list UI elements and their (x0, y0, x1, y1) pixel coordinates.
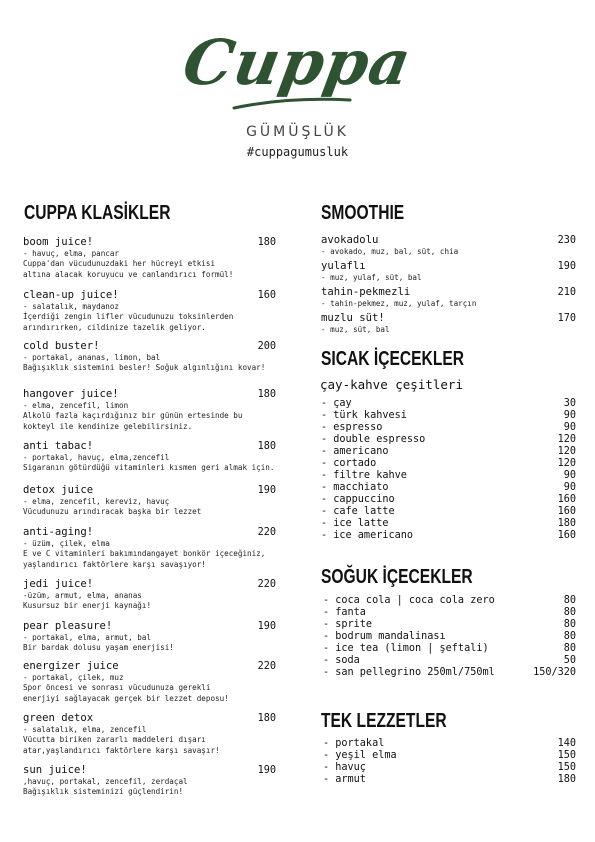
cold-drink-row-name: - fanta (323, 607, 366, 618)
hot-drink-row (321, 458, 576, 470)
section-title-smoothie: SMOOTHIE (321, 202, 405, 224)
menu-item-description: yaşlandırıcı faktörlere karşı savaşıyor! (23, 559, 206, 569)
hot-drink-row-name: - macchiato (321, 482, 389, 493)
smoothie-item-name: yulaflı (321, 260, 366, 272)
hot-drink-row-price: 120 (557, 434, 576, 445)
smoothie-item-ingredients: - tahin-pekmez, muz, yulaf, tarçın (321, 299, 477, 308)
menu-item-header (23, 289, 276, 302)
cold-drink-row (323, 643, 576, 655)
menu-item-name: clean-up juice! (23, 289, 119, 301)
cold-drink-row-price: 50 (563, 655, 576, 666)
menu-item-price: 180 (257, 441, 276, 452)
menu-item-name: energizer juice (23, 660, 119, 672)
single-juice-row-price: 140 (557, 738, 576, 749)
menu-item-ingredients: - üzüm, çilek, elma (23, 539, 110, 548)
hot-drink-row-price: 180 (557, 518, 576, 529)
hot-drink-row-name: - ice latte (321, 518, 389, 529)
menu-item-header (23, 440, 276, 453)
menu-item (23, 764, 276, 798)
smoothie-item (321, 286, 576, 309)
menu-item-price: 180 (257, 389, 276, 400)
menu-item-description: Cuppa'dan vücudunuzdaki her hücreyi etkisi (23, 259, 216, 268)
cold-drink-row (323, 619, 576, 631)
section-title-soguk: SOĞUK İÇECEKLER (321, 566, 473, 588)
menu-item-ingredients: - havuç, elma, pancar (23, 249, 120, 258)
hot-drink-row-name: - filtre kahve (321, 470, 407, 481)
menu-item-price: 180 (257, 237, 276, 248)
menu-item (23, 340, 276, 374)
menu-item-header (23, 620, 276, 633)
hot-drink-row-name: - cafe latte (321, 506, 395, 517)
cold-drink-row-name: - ice tea (limon | şeftali) (323, 643, 489, 654)
hot-drink-row-name: - çay (321, 398, 352, 409)
cold-drink-row (323, 655, 576, 667)
menu-item-description: Vücudunuzu arındıracak başka bir lezzet (23, 507, 202, 516)
hot-drink-row-price: 120 (557, 446, 576, 457)
single-juice-row (323, 774, 576, 786)
single-juice-row-name: - portakal (323, 738, 385, 749)
menu-item-price: 190 (257, 485, 276, 496)
smoothie-item-name: tahin-pekmezli (321, 286, 411, 298)
hot-drink-row (321, 506, 576, 518)
single-juice-row (323, 762, 576, 774)
menu-item-name: sun juice! (23, 764, 87, 776)
hot-drink-row (321, 434, 576, 446)
menu-item-header (23, 526, 276, 539)
hot-drink-row (321, 470, 576, 482)
cold-drink-row (323, 631, 576, 643)
menu-item-name: hangover juice! (23, 388, 119, 400)
hot-drink-row (321, 410, 576, 422)
cold-drink-row-name: - soda (323, 655, 360, 666)
menu-item-ingredients: - elma, zencefil, kereviz, havuç (23, 497, 170, 506)
logo-swash-icon (232, 96, 352, 112)
single-juice-row-price: 150 (557, 762, 576, 773)
cold-drink-row-price: 80 (563, 643, 576, 654)
menu-item-header (23, 712, 276, 725)
menu-item-price: 220 (257, 579, 276, 590)
hot-drink-row (321, 422, 576, 434)
single-juice-row (323, 738, 576, 750)
tek-list (323, 738, 576, 786)
hot-drink-row-name: - cappuccino (321, 494, 395, 505)
menu-item-name: anti tabac! (23, 440, 94, 452)
smoothie-item-ingredients: - avokado, muz, bal, süt, chia (321, 247, 459, 256)
cold-drink-row-price: 150/320 (533, 667, 576, 678)
cold-drink-row (323, 667, 576, 679)
hot-drink-row-name: - türk kahvesi (321, 410, 407, 421)
menu-item-description: İçerdiği zengin lifler vücudunuzu toksinlerden (23, 312, 234, 321)
smoothie-item-header (321, 234, 576, 247)
menu-item-ingredients: - portakal, ananas, limon, bal (23, 353, 161, 362)
menu-item-description: Vücutta biriken zararlı maddeleri dışarı (23, 735, 206, 744)
menu-item-name: detox juice (23, 484, 94, 496)
menu-item-header (23, 484, 276, 497)
smoothie-item-price: 170 (557, 313, 576, 324)
smoothie-item-ingredients: - muz, süt, bal (321, 325, 390, 334)
smoothie-item-price: 230 (557, 235, 576, 246)
hot-drink-row-name: - americano (321, 446, 389, 457)
menu-item-price: 190 (257, 621, 276, 632)
hot-drink-row-name: - cortado (321, 458, 377, 469)
smoothie-item (321, 312, 576, 335)
smoothie-item-header (321, 286, 576, 299)
hot-drink-row-price: 160 (557, 494, 576, 505)
smoothie-item-header (321, 312, 576, 325)
hot-drink-row (321, 446, 576, 458)
hot-drink-row-price: 30 (563, 398, 576, 409)
menu-item (23, 440, 276, 474)
hot-drink-row-price: 90 (563, 410, 576, 421)
cold-drink-row-price: 80 (563, 595, 576, 606)
menu-item-description: Spor öncesi ve sonrası vücudunuza gerekli (23, 683, 211, 692)
menu-item-price: 180 (257, 713, 276, 724)
menu-item-ingredients: - portakal, havuç, elma,zencefil (23, 453, 170, 462)
menu-item-description: Alkolü fazla kaçırdığınız bir günün ertesinde bu (23, 411, 243, 420)
section-title-sicak: SICAK İÇECEKLER (321, 348, 465, 370)
soguk-list (323, 595, 576, 679)
menu-item (23, 620, 276, 654)
menu-item-description: enerjiyi sağlayacak gerçek bir lezzet deposu! (23, 693, 229, 703)
menu-item-name: boom juice! (23, 236, 94, 248)
menu-item-description: Bağışıklık sistemini besler! Soğuk algınlığını kovar! (23, 363, 266, 372)
cold-drink-row-name: - coca cola | coca cola zero (323, 595, 495, 606)
single-juice-row-price: 180 (557, 774, 576, 785)
menu-item-description: arındırırken, cildinize tazelik geliyor. (23, 322, 206, 332)
hot-drink-row-name: - ice americano (321, 530, 414, 541)
section-title-klasikler: CUPPA KLASİKLER (24, 202, 171, 224)
menu-item-header (23, 764, 276, 777)
menu-item-ingredients: -üzüm, armut, elma, ananas (23, 591, 142, 600)
cold-drink-row-price: 80 (563, 619, 576, 630)
menu-item-ingredients: - elma, zencefil, limon (23, 401, 129, 410)
single-juice-row (323, 750, 576, 762)
cold-drink-row-name: - san pellegrino 250ml/750ml (323, 667, 495, 678)
menu-item-description: Kusursuz bir enerji kaynağı! (23, 601, 152, 610)
menu-item-name: pear pleasure! (23, 620, 113, 632)
menu-item-ingredients: - salatalık, elma, zencefil (23, 725, 147, 734)
menu-item-ingredients: - salatalık, maydanoz (23, 302, 120, 311)
single-juice-row-name: - armut (323, 774, 366, 785)
section-title-tek: TEK LEZZETLER (321, 710, 447, 732)
menu-item-description: Bağışıklık sisteminizi güçlendirin! (23, 787, 184, 796)
hot-drink-row-price: 120 (557, 458, 576, 469)
hot-drink-row (321, 482, 576, 494)
menu-item-price: 200 (257, 341, 276, 352)
hot-drink-row-price: 90 (563, 422, 576, 433)
cold-drink-row (323, 607, 576, 619)
cold-drink-row-name: - bodrum mandalinası (323, 631, 446, 642)
sicak-subtitle: çay-kahve çeşitleri (320, 377, 463, 392)
cold-drink-row-price: 80 (563, 607, 576, 618)
brand-logo: Cuppa (177, 26, 418, 99)
menu-item-description: kokteyl ile kendinize gelebilirsiniz. (23, 421, 193, 431)
hot-drink-row-name: - espresso (321, 422, 383, 433)
menu-item (23, 388, 276, 432)
smoothie-item (321, 260, 576, 283)
menu-item-price: 220 (257, 661, 276, 672)
menu-item-header (23, 660, 276, 673)
menu-item-header (23, 236, 276, 249)
brand-location: GÜMÜŞLÜK (246, 124, 349, 140)
brand-hashtag: #cuppagumusluk (246, 145, 349, 159)
menu-item-header (23, 388, 276, 401)
menu-item-price: 220 (257, 527, 276, 538)
menu-item-header (23, 340, 276, 353)
hot-drink-row (321, 494, 576, 506)
menu-item-description: Bir bardak dolusu yaşam enerjisi! (23, 643, 174, 652)
menu-item-description: E ve C vitaminleri bakımındangayet bonkör içeceğiniz, (23, 549, 266, 558)
menu-item (23, 289, 276, 333)
menu-item-description: Sigaranın götürdüğü vitaminleri kısmen geri almak için. (23, 463, 275, 472)
smoothie-item-name: avokadolu (321, 234, 379, 246)
smoothie-item-price: 210 (557, 287, 576, 298)
menu-item-name: jedi juice! (23, 578, 94, 590)
cold-drink-row-name: - sprite (323, 619, 373, 630)
smoothie-item-price: 190 (557, 261, 576, 272)
single-juice-row-price: 150 (557, 750, 576, 761)
smoothie-item-name: muzlu süt! (321, 312, 385, 324)
hot-drink-row-price: 90 (563, 470, 576, 481)
hot-drink-row (321, 530, 576, 542)
single-juice-row-name: - havuç (323, 762, 366, 773)
menu-item (23, 526, 276, 570)
hot-drink-row-price: 160 (557, 530, 576, 541)
menu-item-name: cold buster! (23, 340, 100, 352)
smoothie-item-ingredients: - muz, yulaf, süt, bal (321, 273, 422, 282)
menu-item (23, 484, 276, 518)
menu-item-price: 160 (257, 290, 276, 301)
menu-item-price: 190 (257, 765, 276, 776)
menu-item-ingredients: - portakal, çilek, muz (23, 673, 124, 682)
cold-drink-row (323, 595, 576, 607)
menu-item (23, 236, 276, 280)
menu-item (23, 712, 276, 756)
hot-drink-row (321, 398, 576, 410)
sicak-list (321, 398, 576, 542)
smoothie-item-header (321, 260, 576, 273)
menu-item-name: green detox (23, 712, 94, 724)
menu-item-description: altına alacak koruyucu ve canlandırıcı formül! (23, 269, 234, 279)
menu-item-header (23, 578, 276, 591)
smoothie-item (321, 234, 576, 257)
cold-drink-row-price: 80 (563, 631, 576, 642)
menu-item-ingredients: ,havuç, portakal, zencefil, zerdaçal (23, 777, 188, 786)
single-juice-row-name: - yeşil elma (323, 750, 397, 761)
hot-drink-row-price: 160 (557, 506, 576, 517)
hot-drink-row (321, 518, 576, 530)
menu-item-ingredients: - portakal, elma, armut, bal (23, 633, 152, 642)
hot-drink-row-price: 90 (563, 482, 576, 493)
menu-item-description: atar,yaşlandırıcı faktörlere karşı savaşır! (23, 745, 220, 755)
menu-item-name: anti-aging! (23, 526, 94, 538)
hot-drink-row-name: - double espresso (321, 434, 426, 445)
menu-item (23, 578, 276, 612)
menu-item (23, 660, 276, 704)
